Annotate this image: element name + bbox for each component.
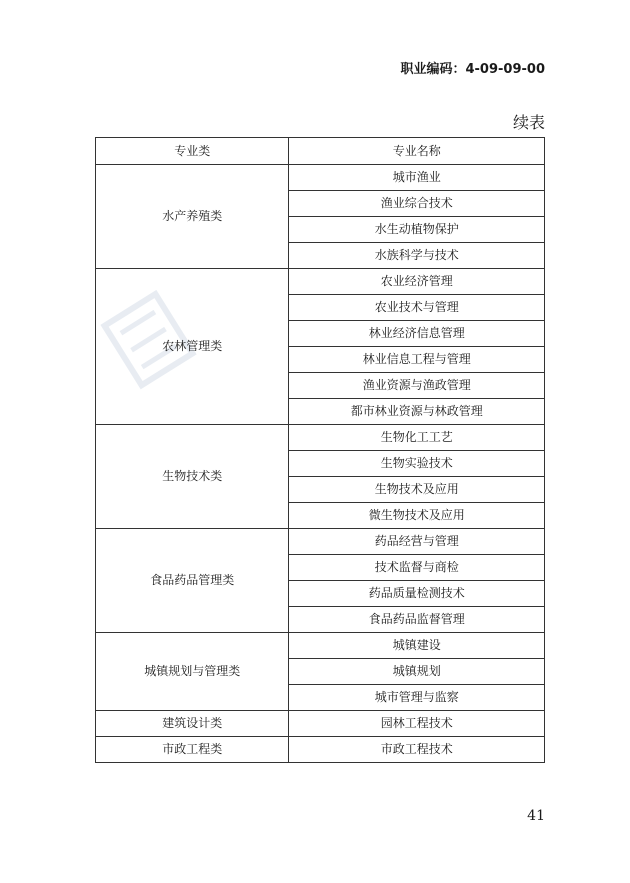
major-cell: 城镇建设: [289, 633, 545, 659]
category-cell: 食品药品管理类: [96, 529, 289, 633]
category-cell: 水产养殖类: [96, 165, 289, 269]
major-cell: 药品经营与管理: [289, 529, 545, 555]
major-cell: 生物化工工艺: [289, 425, 545, 451]
category-cell: 城镇规划与管理类: [96, 633, 289, 711]
major-cell: 渔业综合技术: [289, 191, 545, 217]
major-cell: 城市管理与监察: [289, 685, 545, 711]
major-cell: 技术监督与商检: [289, 555, 545, 581]
major-cell: 农业技术与管理: [289, 295, 545, 321]
major-cell: 都市林业资源与林政管理: [289, 399, 545, 425]
table-row: [96, 737, 545, 763]
category-cell: 生物技术类: [96, 425, 289, 529]
table-header-row: [96, 138, 545, 165]
category-cell: 建筑设计类: [96, 711, 289, 737]
column-header-name: 专业名称: [289, 138, 545, 165]
major-cell: 渔业资源与渔政管理: [289, 373, 545, 399]
table-row: [96, 633, 545, 659]
major-cell: 城市渔业: [289, 165, 545, 191]
occupation-code: 职业编码：4-09-09-00: [400, 62, 545, 77]
column-header-category: 专业类: [96, 138, 289, 165]
page-number: 41: [527, 808, 545, 824]
major-cell: 水生动植物保护: [289, 217, 545, 243]
major-cell: 生物技术及应用: [289, 477, 545, 503]
major-cell: 城镇规划: [289, 659, 545, 685]
major-cell: 农业经济管理: [289, 269, 545, 295]
table-row: [96, 711, 545, 737]
major-cell: 林业信息工程与管理: [289, 347, 545, 373]
major-cell: 市政工程技术: [289, 737, 545, 763]
category-cell: 农林管理类: [96, 269, 289, 425]
major-cell: 林业经济信息管理: [289, 321, 545, 347]
continued-label: 续表: [512, 113, 545, 132]
major-table: [95, 137, 545, 763]
major-cell: 生物实验技术: [289, 451, 545, 477]
table-row: [96, 529, 545, 555]
major-cell: 微生物技术及应用: [289, 503, 545, 529]
major-cell: 食品药品监督管理: [289, 607, 545, 633]
major-cell: 药品质量检测技术: [289, 581, 545, 607]
category-cell: 市政工程类: [96, 737, 289, 763]
major-cell: 水族科学与技术: [289, 243, 545, 269]
table-row: [96, 165, 545, 191]
table-row: [96, 425, 545, 451]
table-row: [96, 269, 545, 295]
major-cell: 园林工程技术: [289, 711, 545, 737]
